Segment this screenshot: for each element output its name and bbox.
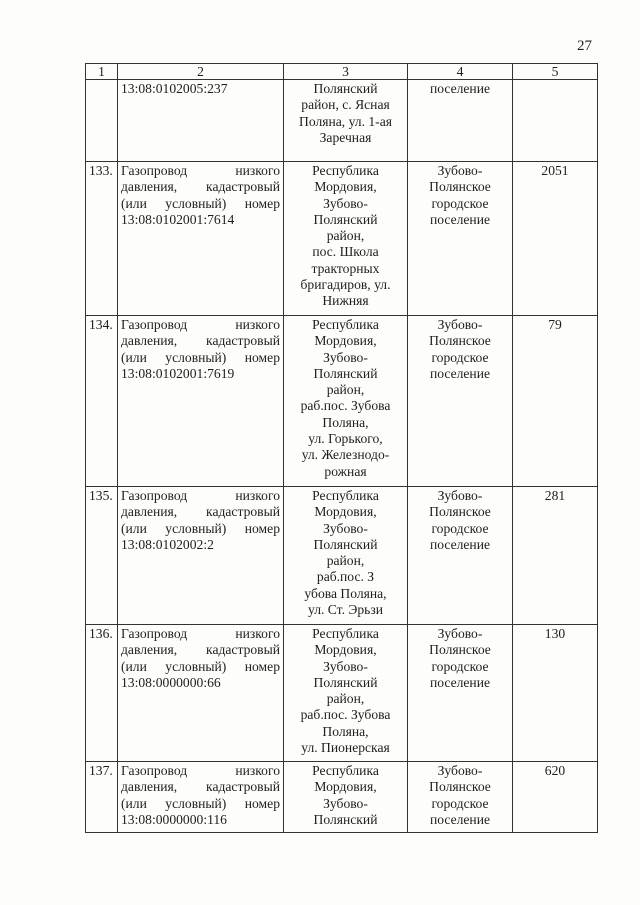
address-line: раб.пос. Зубова (300, 707, 391, 723)
address-line: Республика (312, 488, 379, 503)
municipality-cell (408, 80, 513, 162)
municipality-line: Зубово- (437, 626, 483, 641)
object-name-line: (или условный) номер (121, 520, 280, 536)
object-name-line: Газопровод низкого (121, 488, 280, 503)
object-name-line: давления, кадастровый (121, 504, 280, 520)
object-name-line: давления, кадастровый (121, 642, 280, 658)
address-line: Полянский (313, 365, 378, 381)
municipality-line: городское (431, 520, 489, 536)
address-line: ул. Железнодо- (301, 447, 390, 463)
address-line: Нижняя (322, 293, 369, 309)
address-line: раб.пос. З (316, 569, 375, 585)
address-line: убова Поляна, (304, 585, 387, 601)
municipality-line: Полянское (429, 779, 491, 795)
address-line: Мордовия, (314, 642, 377, 658)
row-number: 136. (86, 625, 118, 762)
municipality-line: Зубово- (437, 163, 483, 178)
address-line: ул. Пионерская (301, 740, 390, 756)
table-row (86, 625, 598, 762)
municipality-line: городское (431, 349, 489, 365)
object-name-cell (118, 80, 284, 162)
address-line: Республика (312, 763, 379, 778)
object-name-line: 13:08:0102001:7614 (121, 211, 235, 227)
municipality-line: Полянское (429, 504, 491, 520)
column-number-4: 4 (408, 64, 513, 80)
table-row (86, 487, 598, 625)
column-number-5: 5 (513, 64, 598, 80)
address-line: ул. Горького, (308, 431, 383, 447)
address-line: Полянский (313, 536, 378, 552)
row-number: 133. (86, 162, 118, 316)
object-name-line: Газопровод низкого (121, 317, 280, 332)
address-cell (284, 162, 408, 316)
table-row (86, 316, 598, 487)
address-line: район, (326, 382, 365, 398)
object-name-line: давления, кадастровый (121, 333, 280, 349)
address-line: Зубово- (323, 795, 368, 811)
column-number-row (86, 64, 598, 80)
address-line: Зубово- (323, 195, 368, 211)
object-name-cell (118, 487, 284, 625)
municipality-line: городское (431, 795, 489, 811)
municipality-line: Зубово- (437, 488, 483, 503)
object-name-cell (118, 762, 284, 833)
address-line: Зубово- (323, 349, 368, 365)
address-line: район, (326, 553, 365, 569)
object-name-line: 13:08:0102001:7619 (121, 365, 235, 381)
object-name-line: 13:08:0000000:66 (121, 674, 221, 690)
municipality-line: поселение (429, 811, 491, 827)
object-name-line: давления, кадастровый (121, 179, 280, 195)
table-row (86, 162, 598, 316)
row-number: 137. (86, 762, 118, 833)
municipality-line: поселение (429, 365, 491, 381)
municipality-line: Зубово- (437, 317, 483, 332)
address-line: Мордовия, (314, 504, 377, 520)
address-line: Полянский (313, 674, 378, 690)
municipality-cell (408, 162, 513, 316)
column-number-1: 1 (86, 64, 118, 80)
address-line: ул. Ст. Эрьзи (308, 602, 383, 618)
municipality-line: городское (431, 195, 489, 211)
municipality-line: Полянское (429, 333, 491, 349)
row-number: 134. (86, 316, 118, 487)
length-cell: 130 (513, 625, 598, 762)
length-cell: 620 (513, 762, 598, 833)
address-line: район, с. Ясная (301, 97, 390, 113)
object-name-line: (или условный) номер (121, 795, 280, 811)
address-line: район, (326, 691, 365, 707)
address-line: Заречная (319, 129, 372, 145)
column-number-3: 3 (284, 64, 408, 80)
table-row (86, 80, 598, 162)
object-name-line: (или условный) номер (121, 349, 280, 365)
object-name-cell (118, 625, 284, 762)
length-cell: 79 (513, 316, 598, 487)
address-cell (284, 487, 408, 625)
municipality-line: городское (431, 658, 489, 674)
address-line: пос. Школа (312, 244, 379, 260)
address-line: Поляна, ул. 1-ая (299, 113, 392, 129)
page-number: 27 (577, 38, 592, 54)
object-name-line: Газопровод низкого (121, 763, 280, 778)
municipality-line: Зубово- (437, 763, 483, 778)
address-line: раб.пос. Зубова (300, 398, 391, 414)
object-name-line: давления, кадастровый (121, 779, 280, 795)
municipality-cell (408, 316, 513, 487)
address-line: Полянский (313, 811, 378, 827)
object-name-line: 13:08:0102005:237 (121, 81, 228, 96)
address-line: Полянский (313, 211, 378, 227)
municipality-line: поселение (429, 81, 491, 96)
address-cell (284, 625, 408, 762)
address-line: Республика (312, 317, 379, 332)
length-cell: 281 (513, 487, 598, 625)
municipality-line: поселение (429, 211, 491, 227)
municipality-line: Полянское (429, 642, 491, 658)
object-name-line: Газопровод низкого (121, 626, 280, 641)
municipality-line: поселение (429, 536, 491, 552)
address-line: Мордовия, (314, 179, 377, 195)
municipality-cell (408, 625, 513, 762)
address-line: Зубово- (323, 520, 368, 536)
length-cell: 2051 (513, 162, 598, 316)
object-name-line: 13:08:0000000:116 (121, 811, 227, 827)
address-cell (284, 762, 408, 833)
object-name-cell (118, 162, 284, 316)
row-number: 135. (86, 487, 118, 625)
length-cell (513, 80, 598, 162)
table-row (86, 762, 598, 833)
municipality-cell (408, 487, 513, 625)
address-line: Мордовия, (314, 333, 377, 349)
address-line: Поляна, (322, 723, 369, 739)
address-line: Республика (312, 163, 379, 178)
address-line: Поляна, (322, 414, 369, 430)
object-name-line: (или условный) номер (121, 658, 280, 674)
address-line: Полянский (313, 81, 378, 96)
object-name-line: 13:08:0102002:2 (121, 536, 214, 552)
object-name-cell (118, 316, 284, 487)
object-name-line: (или условный) номер (121, 195, 280, 211)
municipality-line: поселение (429, 674, 491, 690)
address-line: Мордовия, (314, 779, 377, 795)
address-line: район, (326, 228, 365, 244)
address-line: тракторных (311, 260, 380, 276)
address-line: Зубово- (323, 658, 368, 674)
address-cell (284, 316, 408, 487)
address-line: бригадиров, ул. (300, 277, 391, 293)
address-cell (284, 80, 408, 162)
municipality-cell (408, 762, 513, 833)
address-line: рожная (324, 463, 367, 479)
municipality-line: Полянское (429, 179, 491, 195)
column-number-2: 2 (118, 64, 284, 80)
address-line: Республика (312, 626, 379, 641)
object-name-line: Газопровод низкого (121, 163, 280, 178)
property-table (85, 63, 598, 833)
row-number (86, 80, 118, 162)
